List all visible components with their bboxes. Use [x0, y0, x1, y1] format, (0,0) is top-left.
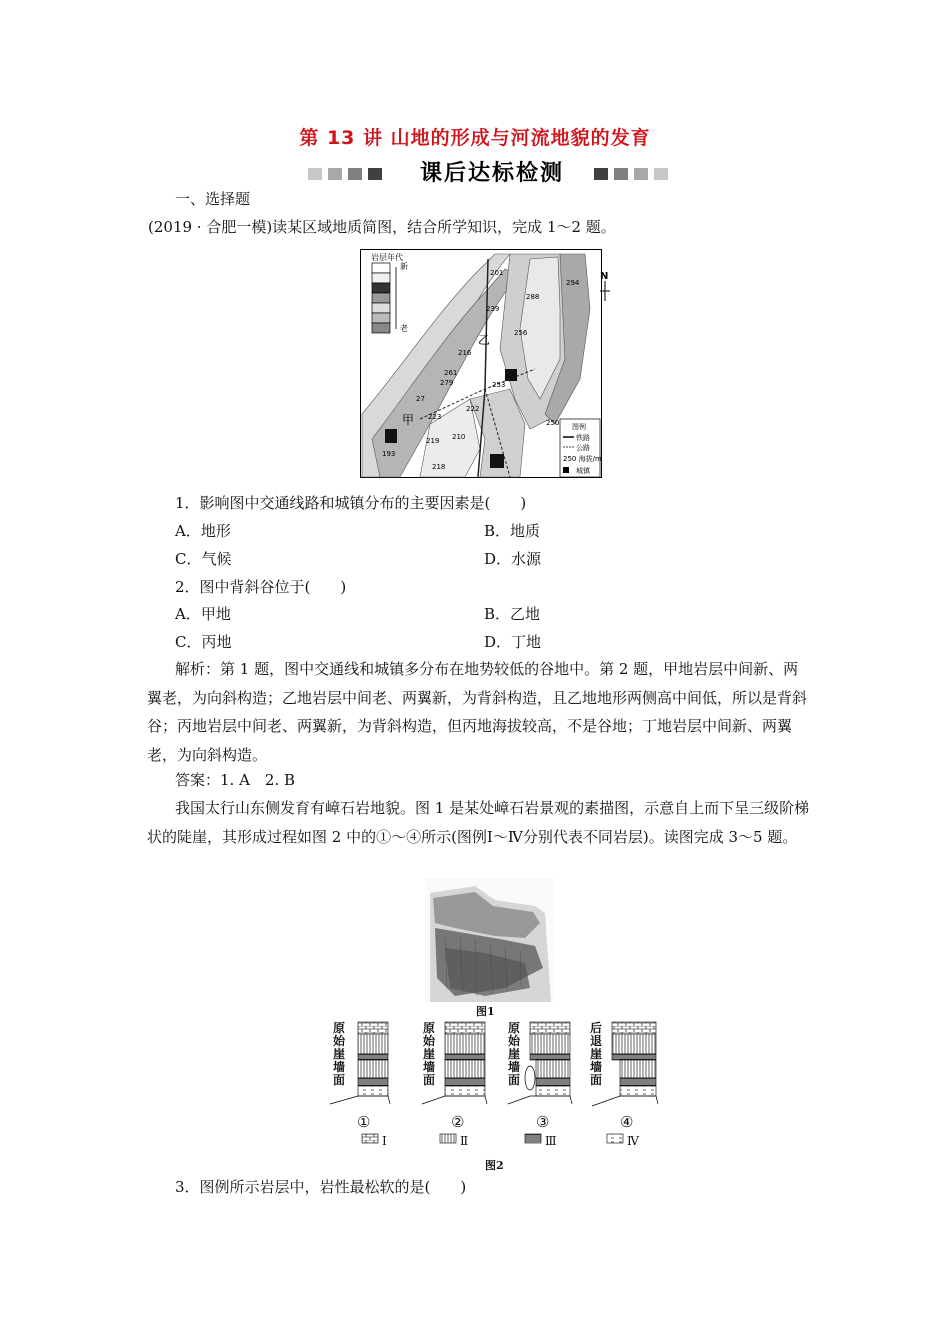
figure-2-panel-4-number: ④ [620, 1113, 634, 1131]
map-key-item: 公路 [576, 444, 590, 452]
map-key-item: 250 海拔/m [563, 455, 602, 463]
figure-2-legend-1: Ⅰ [382, 1134, 387, 1148]
label-yi: 乙 [478, 333, 491, 347]
answer-text: 答案：1. A 2. B [175, 771, 296, 789]
question-1-option-b: B．地质 [484, 522, 541, 540]
elevation-label: 239 [486, 305, 500, 313]
figure-2-panel-2-label: 原始崖墙面 [423, 1021, 436, 1087]
town-marker [490, 454, 504, 468]
banner-title: 课后达标检测 [419, 161, 564, 186]
banner-square [614, 168, 628, 180]
figure-2-diagram [330, 1020, 660, 1146]
elevation-label: 219 [426, 437, 440, 445]
map-legend-new: 新 [400, 262, 408, 271]
figure-2-legend-3: Ⅲ [545, 1134, 557, 1148]
map-legend-title: 岩层年代 [371, 253, 403, 262]
figure-2-panel-3-label: 原始崖墙面 [508, 1021, 521, 1087]
intro-text: (2019 · 合肥一模)读某区域地质简图，结合所学知识，完成 1～2 题。 [148, 218, 616, 236]
elevation-label: 288 [526, 293, 540, 301]
elevation-label: 250 [546, 419, 560, 427]
elevation-label: 279 [440, 379, 454, 387]
question-1-stem: 1．影响图中交通线路和城镇分布的主要因素是( ) [175, 494, 527, 512]
question-2-option-d: D．丁地 [484, 633, 542, 651]
elevation-label: 210 [452, 433, 466, 441]
figure-2-caption: 图2 [485, 1159, 504, 1172]
label-jia: 甲 [402, 413, 415, 427]
figure-2-panel-2-number: ② [451, 1113, 465, 1131]
elevation-label: 222 [466, 405, 480, 413]
map-key-title: 图例 [572, 423, 586, 431]
town-marker [385, 429, 397, 443]
north-label: N [600, 271, 609, 282]
figure-2-legend-4: Ⅳ [627, 1134, 639, 1148]
elevation-label: 201 [490, 269, 504, 277]
figure-2-legend-2: Ⅱ [460, 1134, 469, 1148]
question-2-option-b: B．乙地 [484, 605, 541, 623]
question-1-option-d: D．水源 [484, 550, 542, 568]
banner-square [368, 168, 382, 180]
banner-square [634, 168, 648, 180]
elevation-label: 294 [566, 279, 580, 287]
elevation-label: 223 [428, 413, 442, 421]
page-title: 第 13 讲 山地的形成与河流地貌的发育 [299, 127, 651, 149]
figure-1-sketch [425, 878, 553, 1002]
banner-square [654, 168, 668, 180]
figure-1-caption: 图1 [476, 1005, 495, 1018]
map-key-item: 铁路 [576, 434, 590, 442]
question-2-stem: 2．图中背斜谷位于( ) [175, 578, 347, 596]
map-legend-old: 老 [400, 324, 408, 333]
intro-text-2: 我国太行山东侧发育有嶂石岩地貌。图 1 是某处嶂石岩景观的素描图，示意自上而下呈三级阶梯状的陡崖，其形成过程如图 2 中的①～④所示(图例Ⅰ～Ⅳ分别代表不同岩层)。读图完成 3～5 题。 [147, 799, 810, 846]
figure-2-panel-3-number: ③ [536, 1113, 550, 1131]
question-1-option-a: A．地形 [175, 522, 231, 540]
question-3-stem: 3．图例所示岩层中，岩性最松软的是( ) [175, 1178, 467, 1196]
elevation-label: 218 [432, 463, 446, 471]
geology-map [360, 249, 609, 478]
town-marker [505, 369, 517, 381]
banner-square [308, 168, 322, 180]
question-2-option-c: C．丙地 [175, 633, 232, 651]
banner-square [348, 168, 362, 180]
elevation-label: 27 [416, 395, 425, 403]
analysis-text: 解析：第 1 题，图中交通线和城镇多分布在地势较低的谷地中。第 2 题，甲地岩层中间新、两翼老，为向斜构造；乙地岩层中间老、两翼新，为背斜构造，且乙地地形两侧高中间低，所以是背斜谷；丙地岩层中间老、两翼新，为背斜构造，但丙地海拔较高，不是谷地；丁地岩层中间新、两翼老，为向斜构造。 [147, 660, 808, 764]
figure-2-panel-1-number: ① [357, 1113, 371, 1131]
elevation-label: 256 [514, 329, 528, 337]
section-banner [300, 156, 680, 188]
section-heading: 一、选择题 [175, 190, 251, 208]
question-1-option-c: C．气候 [175, 550, 232, 568]
banner-square [328, 168, 342, 180]
figure-2-panel-4-label: 后退崖墙面 [590, 1021, 603, 1087]
question-2-option-a: A．甲地 [175, 605, 231, 623]
elevation-label: 193 [382, 450, 396, 458]
figure-2-panel-1-label: 原始崖墙面 [333, 1021, 346, 1087]
elevation-label: 216 [458, 349, 472, 357]
map-key-item: 城镇 [576, 467, 590, 475]
elevation-label: 261 [444, 369, 458, 377]
elevation-label: 253 [492, 381, 506, 389]
banner-square [594, 168, 608, 180]
